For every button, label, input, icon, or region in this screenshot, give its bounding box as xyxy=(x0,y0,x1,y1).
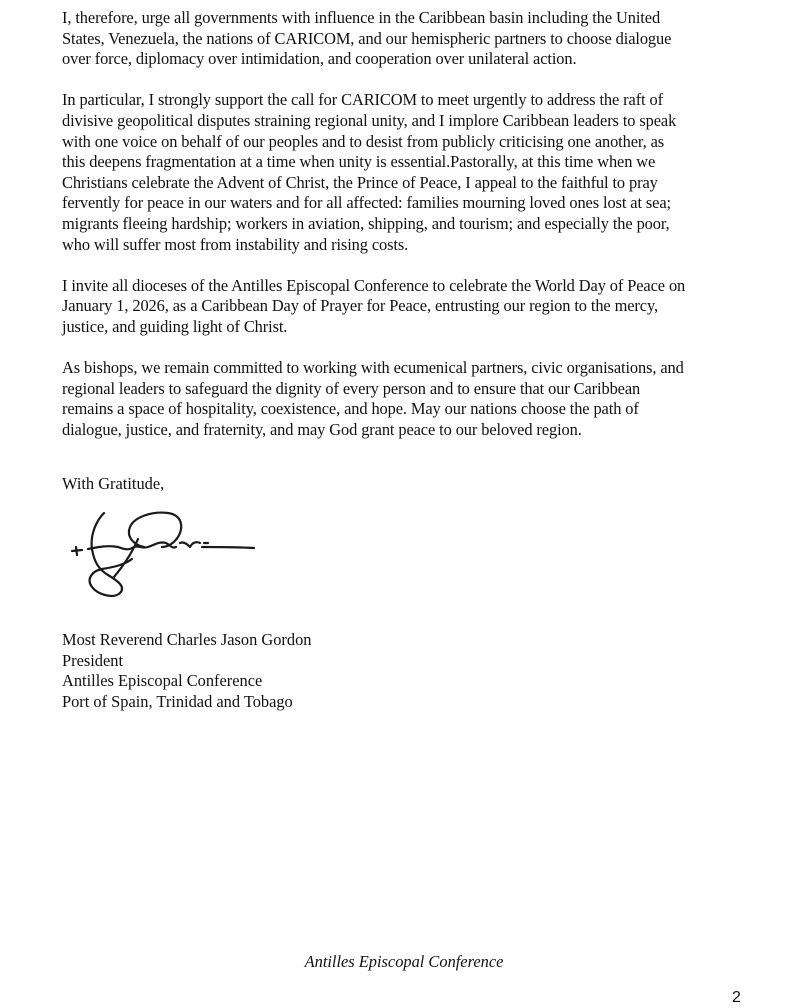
paragraph-bishops-commitment xyxy=(62,358,762,440)
paragraph-urge-governments xyxy=(62,8,762,70)
text-line: As bishops, we remain committed to working with ecumenical partners, civic organisations, and xyxy=(62,358,684,378)
footer-organisation: Antilles Episcopal Conference xyxy=(304,952,504,971)
text-line: who will suffer most from instability and rising costs. xyxy=(62,234,409,254)
closing-salutation: With Gratitude, xyxy=(62,474,165,493)
signature-icon xyxy=(68,503,268,603)
signatory-location: Port of Spain, Trinidad and Tobago xyxy=(62,691,293,711)
text-line: over force, diplomacy over intimidation, and cooperation over unilateral action. xyxy=(62,49,577,69)
signatory-name: Most Reverend Charles Jason Gordon xyxy=(62,630,312,649)
page-footer xyxy=(0,952,800,972)
signatory-organisation: Antilles Episcopal Conference xyxy=(62,671,263,691)
text-line: migrants fleeing hardship; workers in aviation, shipping, and tourism; and especially the poor, xyxy=(62,213,670,233)
text-line: Christians celebrate the Advent of Christ, the Prince of Peace, I appeal to the faithful to pray xyxy=(62,172,658,192)
text-line: regional leaders to safeguard the dignity of every person and to ensure that our Caribbean xyxy=(62,378,641,398)
text-line: In particular, I strongly support the call for CARICOM to meet urgently to address the raft of xyxy=(62,90,663,110)
text-line: divisive geopolitical disputes straining regional unity, and I implore Caribbean leaders to speak xyxy=(62,110,677,130)
text-line: remains a space of hospitality, coexistence, and hope. May our nations choose the path of xyxy=(62,399,639,419)
paragraph-caricom-unity xyxy=(62,90,762,255)
text-line: I invite all dioceses of the Antilles Episcopal Conference to celebrate the World Day of Peace on xyxy=(62,275,686,295)
text-line: January 1, 2026, as a Caribbean Day of Prayer for Peace, entrusting our region to the mercy, xyxy=(62,296,658,316)
text-line: I, therefore, urge all governments with influence in the Caribbean basin including the United xyxy=(62,8,661,27)
page-number: 2 xyxy=(732,989,741,1006)
letter-body xyxy=(62,8,762,461)
text-line: dialogue, justice, and fraternity, and may God grant peace to our beloved region. xyxy=(62,419,582,439)
text-line: States, Venezuela, the nations of CARICOM, and our hemispheric partners to choose dialogue xyxy=(62,28,672,48)
text-line: justice, and guiding light of Christ. xyxy=(62,316,288,336)
text-line: this deepens fragmentation at a time when unity is essential.Pastorally, at this time when we xyxy=(62,152,656,172)
text-line: with one voice on behalf of our peoples and to desist from publicly criticising one another, as xyxy=(62,131,665,151)
paragraph-day-of-prayer xyxy=(62,276,762,338)
signatory-title: President xyxy=(62,650,124,670)
signatory-block xyxy=(62,630,311,712)
text-line: fervently for peace in our waters and for all affected: families mourning loved ones lost at sea; xyxy=(62,193,671,213)
